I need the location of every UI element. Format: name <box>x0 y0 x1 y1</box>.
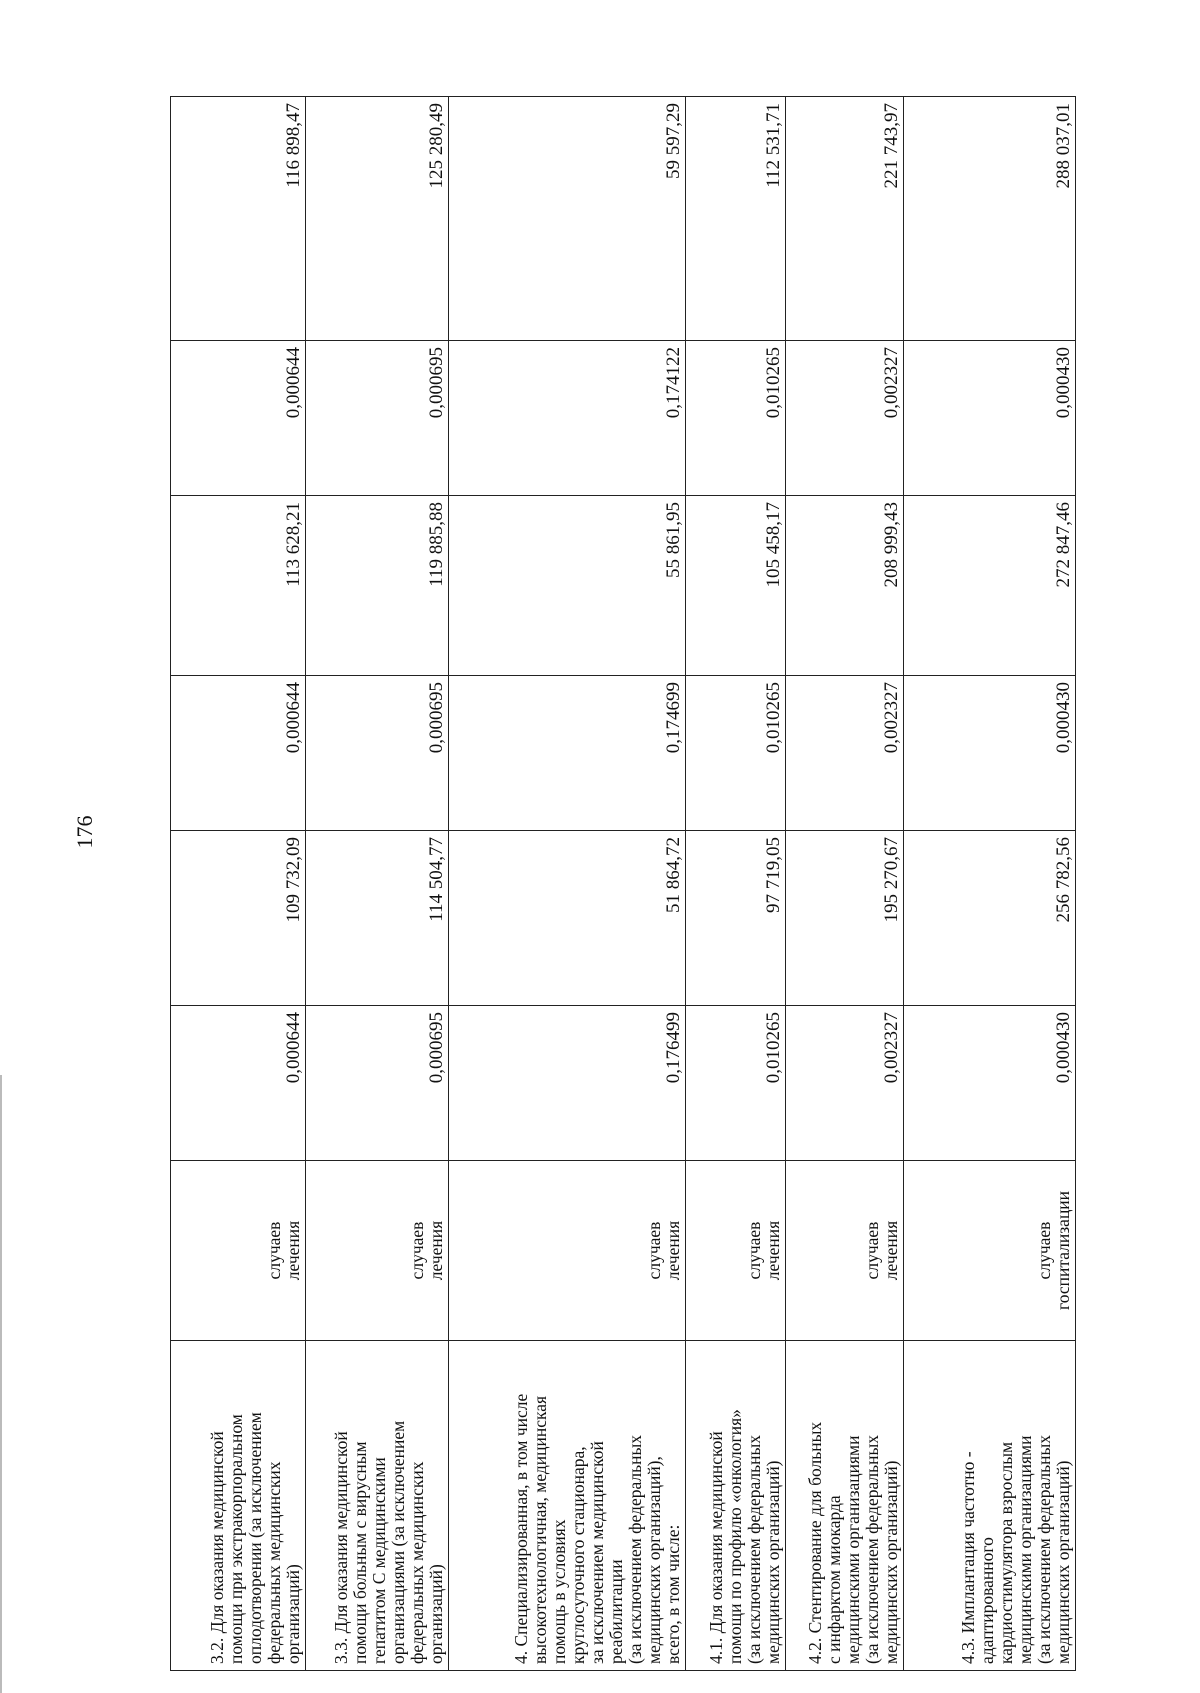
table-row <box>306 97 449 1671</box>
financing-norms-table <box>170 96 1076 1671</box>
value-cell: 0,010265 <box>686 676 786 831</box>
value-cell: 0,174122 <box>449 341 686 496</box>
value-cell: 0,002327 <box>786 1006 904 1161</box>
value-cell: 125 280,49 <box>306 97 449 341</box>
row-name-cell: 4. Специализированная, в том числе высокотехнологичная, медицинская помощь в условиях круглосуточного стационара, за исключением медицинской реабилитации (за исключением федеральных медицинских организаций), всего, в том числе: <box>449 1341 686 1671</box>
value-cell: 119 885,88 <box>306 496 449 676</box>
value-cell: 272 847,46 <box>904 496 1076 676</box>
value-cell: 288 037,01 <box>904 97 1076 341</box>
table-row <box>786 97 904 1671</box>
scan-edge-line <box>0 1075 2 1693</box>
row-unit-cell: случаев лечения <box>686 1161 786 1341</box>
row-unit-cell: случаев лечения <box>306 1161 449 1341</box>
value-cell: 51 864,72 <box>449 831 686 1006</box>
value-cell: 116 898,47 <box>171 97 306 341</box>
value-cell: 208 999,43 <box>786 496 904 676</box>
value-cell: 112 531,71 <box>686 97 786 341</box>
row-unit-cell: случаев лечения <box>171 1161 306 1341</box>
value-cell: 97 719,05 <box>686 831 786 1006</box>
value-cell: 0,000430 <box>904 341 1076 496</box>
value-cell: 113 628,21 <box>171 496 306 676</box>
value-cell: 0,000430 <box>904 676 1076 831</box>
value-cell: 114 504,77 <box>306 831 449 1006</box>
page-number: 176 <box>72 815 97 849</box>
value-cell: 55 861,95 <box>449 496 686 676</box>
value-cell: 105 458,17 <box>686 496 786 676</box>
row-unit-cell: случаев госпитализации <box>904 1161 1076 1341</box>
value-cell: 0,000644 <box>171 1006 306 1161</box>
row-name-cell: 3.3. Для оказания медицинской помощи больным с вирусным гепатитом С медицинскими организациями (за исключением федеральных медицинских организаций) <box>306 1341 449 1671</box>
row-unit-cell: случаев лечения <box>786 1161 904 1341</box>
row-unit-cell: случаев лечения <box>449 1161 686 1341</box>
value-cell: 0,010265 <box>686 341 786 496</box>
value-cell: 0,002327 <box>786 676 904 831</box>
row-name-cell: 3.2. Для оказания медицинской помощи при экстракорпоральном оплодотворении (за исключением федеральных медицинских организаций) <box>171 1341 306 1671</box>
value-cell: 59 597,29 <box>449 97 686 341</box>
value-cell: 0,000695 <box>306 1006 449 1161</box>
row-name-cell: 4.3. Имплантация частотно - адаптированного кардиостимулятора взрослым медицинскими организациями (за исключением федеральных медицинских организаций) <box>904 1341 1076 1671</box>
value-cell: 0,000644 <box>171 341 306 496</box>
table-row <box>449 97 686 1671</box>
value-cell: 195 270,67 <box>786 831 904 1006</box>
value-cell: 0,000695 <box>306 676 449 831</box>
value-cell: 109 732,09 <box>171 831 306 1006</box>
value-cell: 0,176499 <box>449 1006 686 1161</box>
table-row <box>171 97 306 1671</box>
value-cell: 0,000430 <box>904 1006 1076 1161</box>
table-row <box>904 97 1076 1671</box>
value-cell: 0,010265 <box>686 1006 786 1161</box>
table-rotated-container <box>170 97 1075 1671</box>
table-row <box>686 97 786 1671</box>
value-cell: 0,002327 <box>786 341 904 496</box>
row-name-cell: 4.2. Стентирование для больных с инфарктом миокарда медицинскими организациями (за исключением федеральных медицинских организаций) <box>786 1341 904 1671</box>
value-cell: 0,000644 <box>171 676 306 831</box>
value-cell: 221 743,97 <box>786 97 904 341</box>
row-name-cell: 4.1. Для оказания медицинской помощи по профилю «онкология» (за исключением федеральных медицинских организаций) <box>686 1341 786 1671</box>
value-cell: 256 782,56 <box>904 831 1076 1006</box>
value-cell: 0,174699 <box>449 676 686 831</box>
value-cell: 0,000695 <box>306 341 449 496</box>
